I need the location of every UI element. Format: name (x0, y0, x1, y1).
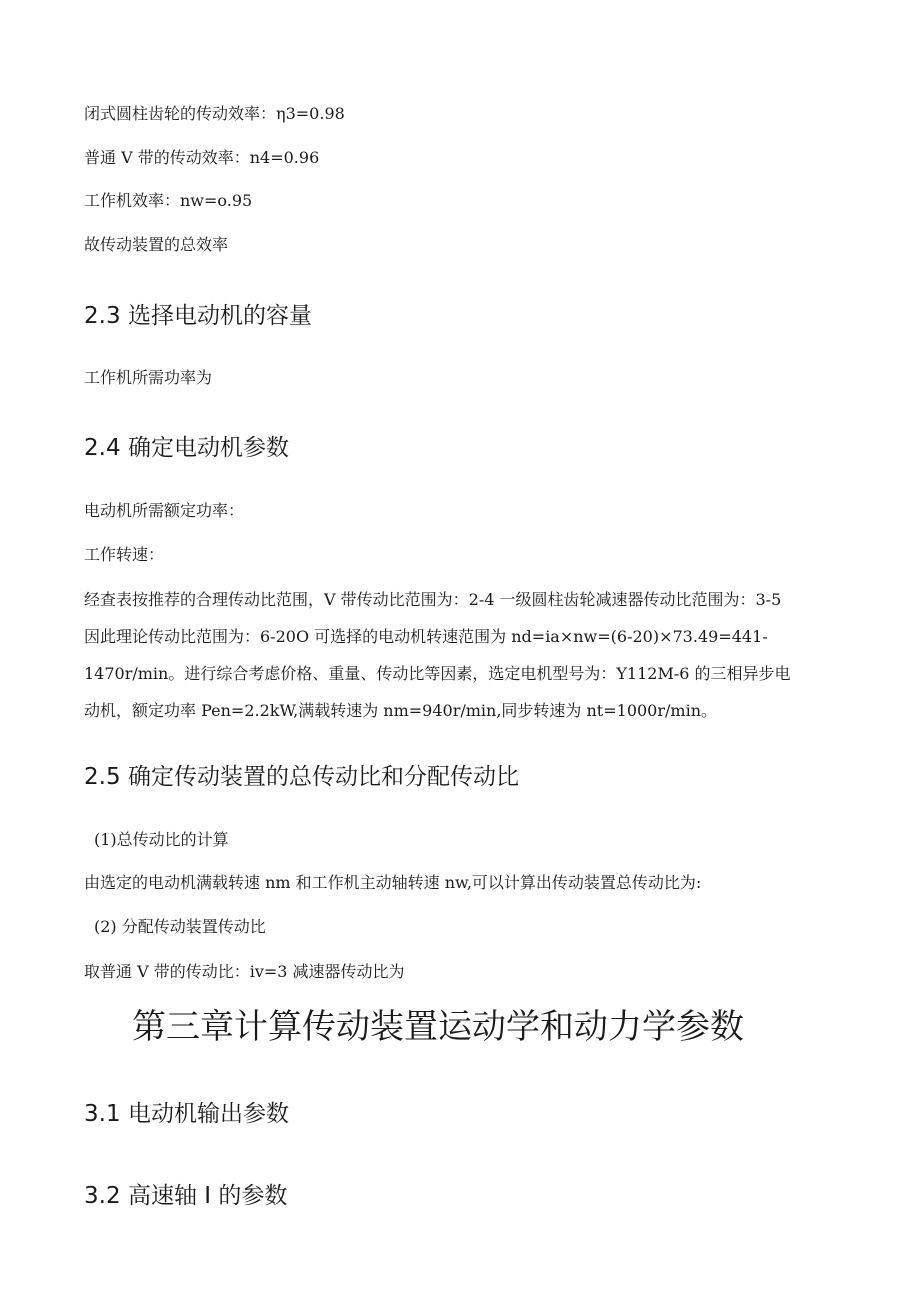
required-power-line: 工作机所需功率为 (84, 368, 213, 387)
belt-ratio-text: 取普通 V 带的传动比：iv=3 减速器传动比为 (84, 962, 405, 981)
working-speed-line: 工作转速： (84, 545, 165, 564)
section-heading-2-3 (84, 301, 312, 331)
section-title: 高速轴 I 的参数 (128, 1183, 288, 1209)
section-number: 3.2 (84, 1183, 121, 1209)
section-heading-3-2 (84, 1181, 287, 1211)
section-title: 确定传动装置的总传动比和分配传动比 (128, 764, 519, 790)
section-heading-2-4 (84, 433, 289, 463)
section-heading-2-5 (84, 762, 519, 792)
section-title: 确定电动机参数 (128, 435, 289, 461)
paragraph-line: 经查表按推荐的合理传动比范围，V 带传动比范围为：2-4 一级圆柱齿轮减速器传动比范围为：3-5 (84, 590, 782, 609)
section-title: 电动机输出参数 (128, 1101, 289, 1127)
subsection-total-ratio: (1)总传动比的计算 (94, 830, 229, 849)
section-number: 2.5 (84, 764, 121, 790)
motor-selection-paragraph (84, 581, 844, 729)
section-number: 2.3 (84, 303, 121, 329)
section-heading-3-1 (84, 1099, 289, 1129)
total-ratio-text: 由选定的电动机满载转速 nm 和工作机主动轴转速 nw,可以计算出传动装置总传动比为: (84, 873, 702, 892)
paragraph-line: 1470r∕min。进行综合考虑价格、重量、传动比等因素，选定电机型号为：Y112M-6 的三相异步电 (84, 664, 791, 683)
section-title: 选择电动机的容量 (128, 303, 312, 329)
paragraph-line: 动机，额定功率 Pen=2.2kW,满载转速为 nm=940r∕min,同步转速为 nt=1000r∕min。 (84, 701, 717, 720)
machine-efficiency-line: 工作机效率：nw=o.95 (84, 191, 253, 210)
gear-efficiency-line: 闭式圆柱齿轮的传动效率：η3=0.98 (84, 104, 345, 123)
section-number: 2.4 (84, 435, 121, 461)
chapter-title: 第三章计算传动装置运动学和动力学参数 (132, 1007, 744, 1047)
v-belt-efficiency-line: 普通 V 带的传动效率：n4=0.96 (84, 148, 320, 167)
paragraph-line: 因此理论传动比范围为：6-20O 可选择的电动机转速范围为 nd=ia×nw=(6-20)×73.49=441- (84, 627, 768, 646)
total-efficiency-line: 故传动装置的总效率 (84, 235, 229, 254)
subsection-ratio-distribution: (2) 分配传动装置传动比 (94, 917, 266, 936)
rated-power-line: 电动机所需额定功率： (84, 501, 245, 520)
section-number: 3.1 (84, 1101, 121, 1127)
